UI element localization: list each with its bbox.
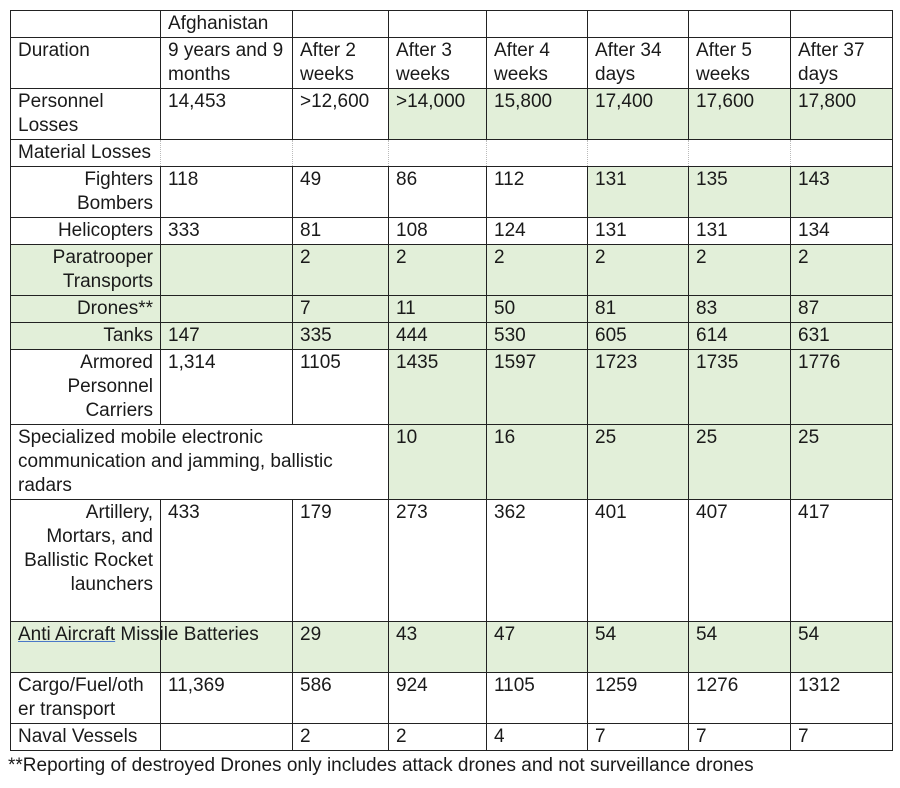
row-label: Artillery, Mortars, and Ballistic Rocket launchers [11,500,161,622]
duration-cell: 9 years and 9 months [161,38,293,89]
value-cell: 118 [161,167,293,218]
table-row [11,296,893,323]
value-cell: 124 [487,218,588,245]
value-cell: 15,800 [487,89,588,140]
empty-cell [588,140,689,167]
value-cell: 25 [689,425,791,500]
value-cell: 143 [791,167,893,218]
value-cell [161,296,293,323]
empty-cell [389,140,487,167]
value-cell: 25 [791,425,893,500]
value-cell: 147 [161,323,293,350]
row-label: Tanks [11,323,161,350]
duration-cell: After 5 weeks [689,38,791,89]
table-row [11,167,893,218]
duration-cell: After 2 weeks [293,38,389,89]
value-cell: 530 [487,323,588,350]
value-cell: 131 [588,218,689,245]
table-row [11,350,893,425]
value-cell: 407 [689,500,791,622]
value-cell: 1312 [791,673,893,724]
duration-cell: After 4 weeks [487,38,588,89]
value-cell: 362 [487,500,588,622]
header-cell [11,11,161,38]
header-row-top [11,11,893,38]
value-cell: 605 [588,323,689,350]
row-label: Drones** [11,296,161,323]
value-cell: 54 [689,622,791,673]
value-cell: 417 [791,500,893,622]
value-cell: 1105 [487,673,588,724]
empty-cell [689,140,791,167]
header-cell [487,11,588,38]
value-cell: 54 [791,622,893,673]
empty-cell [293,140,389,167]
value-cell: 54 [588,622,689,673]
material-losses-label: Material Losses [11,140,161,167]
value-cell: 273 [389,500,487,622]
value-cell: 7 [791,724,893,751]
value-cell: 87 [791,296,893,323]
value-cell: 108 [389,218,487,245]
row-label: Naval Vessels [11,724,161,751]
value-cell: 444 [389,323,487,350]
value-cell: 16 [487,425,588,500]
value-cell: 50 [487,296,588,323]
value-cell: 924 [389,673,487,724]
row-label: Paratrooper Transports [11,245,161,296]
aa-row [11,622,893,673]
value-cell: 17,400 [588,89,689,140]
value-cell: 81 [588,296,689,323]
row-label: Armored Personnel Carriers [11,350,161,425]
aa-label-rest: Missile Batteries [115,624,259,645]
value-cell: 83 [689,296,791,323]
row-label [11,622,259,673]
artillery-row [11,500,893,622]
empty-cell [487,140,588,167]
table-row [11,323,893,350]
value-cell: 4 [487,724,588,751]
table-row [11,218,893,245]
naval-row [11,724,893,751]
empty-cell [791,140,893,167]
table-row [11,245,893,296]
duration-row [11,38,893,89]
value-cell: 2 [487,245,588,296]
value-cell: 433 [161,500,293,622]
value-cell [161,724,293,751]
specialized-row [11,425,893,500]
value-cell: 1597 [487,350,588,425]
personnel-row [11,89,893,140]
value-cell: 49 [293,167,389,218]
value-cell: 2 [293,245,389,296]
value-cell: 401 [588,500,689,622]
value-cell [161,245,293,296]
row-label: Specialized mobile electronic communication and jamming, ballistic radars [11,425,389,500]
value-cell: 335 [293,323,389,350]
losses-table [10,10,893,751]
value-cell: 7 [293,296,389,323]
value-cell: 1259 [588,673,689,724]
value-cell: 29 [293,622,389,673]
row-label: Cargo/Fuel/other transport [11,673,161,724]
value-cell: >14,000 [389,89,487,140]
value-cell: 10 [389,425,487,500]
value-cell: 11 [389,296,487,323]
cargo-row [11,673,893,724]
value-cell: 131 [588,167,689,218]
duration-cell: After 3 weeks [389,38,487,89]
material-losses-row [11,140,893,167]
value-cell: 11,369 [161,673,293,724]
header-cell [791,11,893,38]
value-cell: 2 [689,245,791,296]
duration-cell: After 37 days [791,38,893,89]
row-label: Fighters Bombers [11,167,161,218]
value-cell: 43 [389,622,487,673]
value-cell: 2 [791,245,893,296]
value-cell: 1435 [389,350,487,425]
value-cell: 2 [293,724,389,751]
value-cell: 135 [689,167,791,218]
value-cell: 47 [487,622,588,673]
header-cell [689,11,791,38]
value-cell: 81 [293,218,389,245]
value-cell: 614 [689,323,791,350]
value-cell: 17,600 [689,89,791,140]
value-cell: 86 [389,167,487,218]
duration-cell: After 34 days [588,38,689,89]
value-cell: 7 [689,724,791,751]
value-cell: 2 [588,245,689,296]
value-cell: 333 [161,218,293,245]
value-cell: 112 [487,167,588,218]
value-cell: 1735 [689,350,791,425]
header-cell-afghanistan: Afghanistan [161,11,293,38]
value-cell: 131 [689,218,791,245]
value-cell: 7 [588,724,689,751]
header-cell [293,11,389,38]
value-cell: 1276 [689,673,791,724]
value-cell: >12,600 [293,89,389,140]
header-cell [389,11,487,38]
footnote: **Reporting of destroyed Drones only includes attack drones and not surveillance drones [8,755,754,776]
value-cell: 1,314 [161,350,293,425]
value-cell: 179 [293,500,389,622]
value-cell: 25 [588,425,689,500]
value-cell: 2 [389,245,487,296]
empty-cell [161,140,293,167]
duration-label: Duration [11,38,161,89]
value-cell: 17,800 [791,89,893,140]
value-cell: 134 [791,218,893,245]
aa-label-underlined: Anti Aircraft [18,624,116,645]
value-cell: 1105 [293,350,389,425]
value-cell: 14,453 [161,89,293,140]
row-label: Helicopters [11,218,161,245]
value-cell: 2 [389,724,487,751]
value-cell: 1776 [791,350,893,425]
value-cell: 586 [293,673,389,724]
personnel-label: Personnel Losses [11,89,161,140]
value-cell: 631 [791,323,893,350]
value-cell: 1723 [588,350,689,425]
header-cell [588,11,689,38]
